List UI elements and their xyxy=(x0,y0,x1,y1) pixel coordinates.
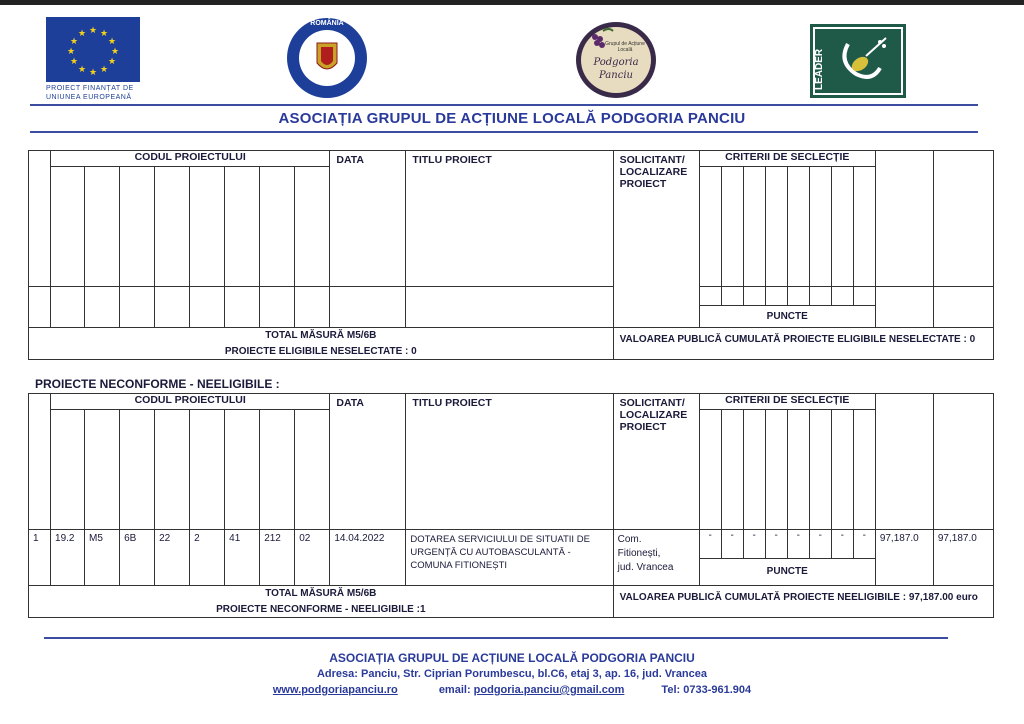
cs4-header xyxy=(765,167,787,287)
cell xyxy=(85,287,120,328)
email-link[interactable]: podgoria.panciu@gmail.com xyxy=(473,684,625,696)
scan-top-edge xyxy=(0,0,1024,5)
value-cell: VALOAREA PUBLICĂ CUMULATĂ PROIECTE ELIGIBILE NESELECTATE : 0 xyxy=(613,328,993,360)
cell xyxy=(933,287,993,328)
cs7-header xyxy=(831,410,853,530)
cs1-header xyxy=(699,167,721,287)
leader-text: LEADER xyxy=(814,48,825,90)
puncte-label: PUNCTE xyxy=(700,558,875,585)
valoare-publica-header xyxy=(933,151,993,287)
gal-podgoria-panciu-logo xyxy=(575,21,657,99)
cs5-header xyxy=(787,410,809,530)
valoare-eligibila-header xyxy=(875,394,933,530)
cell xyxy=(295,287,330,328)
cs7-header xyxy=(831,167,853,287)
cs8-header xyxy=(853,410,875,530)
domeniu-header xyxy=(120,167,155,287)
website-link[interactable]: www.podgoriapanciu.ro xyxy=(272,684,398,696)
cs2-header xyxy=(721,410,743,530)
solicitant-line2: Fitionești, xyxy=(617,548,661,559)
cs-values xyxy=(700,287,875,305)
eu-caption xyxy=(46,84,146,102)
cell xyxy=(766,287,788,305)
gal-seal-top: Grupul de Acțiune Locală xyxy=(605,41,645,53)
decizie-header xyxy=(260,167,295,287)
row-decizie: 212 xyxy=(260,530,295,586)
cell xyxy=(260,287,295,328)
ro-seal-label: ROMÂNIA xyxy=(310,20,344,27)
solicitant-header: SOLICITANT/ LOCALIZARE PROIECT xyxy=(613,151,699,328)
valoare-publica-header xyxy=(933,394,993,530)
row-data: 14.04.2022 xyxy=(330,530,406,586)
svg-text:★: ★ xyxy=(99,29,109,39)
leader-text-wrap xyxy=(813,32,827,90)
cs1-value: - xyxy=(700,530,722,558)
svg-text:★: ★ xyxy=(69,57,79,67)
puncte-cell xyxy=(699,287,875,328)
count-label: PROIECTE NECONFORME - NEELIGIBILE :1 xyxy=(216,604,426,615)
phone-number: Tel: 0733-961.904 xyxy=(661,684,752,696)
total-label: TOTAL MĂSURĂ M5/6B xyxy=(265,588,377,599)
cell xyxy=(700,287,722,305)
sub-masura-header xyxy=(51,410,85,530)
row-ordine: 02 xyxy=(295,530,330,586)
gal-seal-name2: Panciu xyxy=(599,70,633,81)
svg-text:★: ★ xyxy=(107,57,117,67)
puncte-cell xyxy=(699,530,875,586)
total-row xyxy=(29,328,994,360)
value-cell: VALOAREA PUBLICĂ CUMULATĂ PROIECTE NEELIGIBILE : 97,187.00 euro xyxy=(613,586,993,618)
svg-text:★: ★ xyxy=(69,37,79,47)
masura-header xyxy=(85,410,120,530)
header-rule-top xyxy=(30,104,978,106)
association-title: ASOCIAȚIA GRUPUL DE ACȚIUNE LOCALĂ PODGORIA PANCIU xyxy=(278,110,746,127)
footer-address: Adresa: Panciu, Str. Ciprian Porumbescu, bl.C6, etaj 3, ap. 16, jud. Vrancea xyxy=(316,668,708,680)
total-label: TOTAL MĂSURĂ M5/6B xyxy=(265,330,377,341)
cs3-value: - xyxy=(744,530,766,558)
nr-crt-header xyxy=(29,151,51,287)
masura-header xyxy=(85,167,120,287)
header-rule-bottom xyxy=(30,131,978,133)
footer-contacts xyxy=(0,684,1024,696)
codul-proiectului-header: CODUL PROIECTULUI xyxy=(51,151,330,167)
eu-caption-line2: UNIUNEA EUROPEANĂ xyxy=(46,94,132,101)
row-regiune: 2 xyxy=(190,530,225,586)
cs4-header xyxy=(765,410,787,530)
svg-text:★: ★ xyxy=(99,65,109,75)
cell xyxy=(190,287,225,328)
non-compliant-table xyxy=(28,393,994,618)
cell xyxy=(875,287,933,328)
ordine-header xyxy=(295,410,330,530)
row-masura: M5 xyxy=(85,530,120,586)
row-anul: 22 xyxy=(155,530,190,586)
eu-stars-icon xyxy=(46,17,140,82)
row-nr: 1 xyxy=(29,530,51,586)
cs3-header xyxy=(743,167,765,287)
footer-association-name: ASOCIAȚIA GRUPUL DE ACȚIUNE LOCALĂ PODGORIA PANCIU xyxy=(329,651,695,665)
anul-header xyxy=(155,167,190,287)
sub-masura-header xyxy=(51,167,85,287)
cell xyxy=(29,287,51,328)
regiune-header xyxy=(190,410,225,530)
data-header: DATA xyxy=(330,151,406,287)
puncte-label: PUNCTE xyxy=(700,305,875,327)
eu-caption-line1: PROIECT FINANȚAT DE xyxy=(46,85,134,92)
cs6-header xyxy=(809,167,831,287)
judet-header xyxy=(225,167,260,287)
svg-text:★: ★ xyxy=(110,47,120,57)
row-val-elig: 97,187.0 xyxy=(875,530,933,586)
cs8-value: - xyxy=(862,530,866,541)
cell xyxy=(788,287,810,305)
solicitant-line1: Com. xyxy=(617,534,642,545)
gal-seal-name1: Podgoria xyxy=(593,57,639,68)
section2-title: PROIECTE NECONFORME - NEELIGIBILE : xyxy=(35,377,280,391)
judet-header xyxy=(225,410,260,530)
titlu-proiect-header: TITLU PROIECT xyxy=(406,151,613,287)
footer-rule xyxy=(44,637,948,639)
cell xyxy=(120,287,155,328)
titlu-proiect-header: TITLU PROIECT xyxy=(406,394,613,530)
cell xyxy=(330,287,406,328)
cell xyxy=(225,287,260,328)
cs1-header xyxy=(699,410,721,530)
table-row xyxy=(29,530,994,586)
cs-values xyxy=(700,530,875,558)
cell xyxy=(810,287,832,305)
row-judet: 41 xyxy=(225,530,260,586)
cs5-value: - xyxy=(788,530,810,558)
row-domeniu: 6B xyxy=(120,530,155,586)
solicitant-line3: jud. Vrancea xyxy=(617,562,674,573)
leader-logo xyxy=(810,24,906,98)
regiune-header xyxy=(190,167,225,287)
svg-text:★: ★ xyxy=(107,37,117,47)
cell xyxy=(832,287,854,305)
anul-header xyxy=(155,410,190,530)
domeniu-header xyxy=(120,410,155,530)
table-row-empty xyxy=(29,287,994,328)
cell xyxy=(51,287,85,328)
cell xyxy=(155,287,190,328)
row-val-pub: 97,187.0 xyxy=(933,530,993,586)
nr-crt-header xyxy=(29,394,51,530)
eligible-unselected-table xyxy=(28,150,994,360)
svg-text:★: ★ xyxy=(66,47,76,57)
criterii-selectie-header: CRITERII DE SECLECȚIE xyxy=(699,394,875,410)
cs6-header xyxy=(809,410,831,530)
cs4-value: - xyxy=(766,530,788,558)
ordine-header xyxy=(295,167,330,287)
total-row xyxy=(29,586,994,618)
svg-text:★: ★ xyxy=(77,29,87,39)
romania-ministry-seal xyxy=(283,17,371,99)
decizie-header xyxy=(260,410,295,530)
data-header: DATA xyxy=(330,394,406,530)
email-label: email: xyxy=(438,684,471,696)
row-titlu: DOTAREA SERVICIULUI DE SITUATII DE URGENȚĂ CU AUTOBASCULANTĂ - COMUNA FITIONEȘTI xyxy=(406,530,613,586)
eu-flag-logo xyxy=(46,17,140,82)
svg-text:★: ★ xyxy=(77,65,87,75)
svg-text:★: ★ xyxy=(88,26,98,36)
cell xyxy=(406,287,613,328)
cell xyxy=(722,287,744,305)
cs2-header xyxy=(721,167,743,287)
cs5-header xyxy=(787,167,809,287)
codul-proiectului-header: CODUL PROIECTULUI xyxy=(51,394,330,410)
cs3-header xyxy=(743,410,765,530)
cs2-value: - xyxy=(722,530,744,558)
solicitant-header: SOLICITANT/ LOCALIZARE PROIECT xyxy=(613,394,699,530)
count-label: PROIECTE ELIGIBILE NESELECTATE : 0 xyxy=(224,346,417,357)
cell xyxy=(854,287,875,305)
row-solicitant xyxy=(613,530,699,586)
cell xyxy=(744,287,766,305)
cs8-header xyxy=(853,167,875,287)
total-cell xyxy=(29,586,614,618)
criterii-selectie-header: CRITERII DE SECLECȚIE xyxy=(699,151,875,167)
total-cell xyxy=(29,328,614,360)
cs7-value: - xyxy=(832,530,854,558)
svg-text:★: ★ xyxy=(88,68,98,78)
cs6-value: - xyxy=(810,530,832,558)
row-sub-masura: 19.2 xyxy=(51,530,85,586)
valoare-eligibila-header xyxy=(875,151,933,287)
